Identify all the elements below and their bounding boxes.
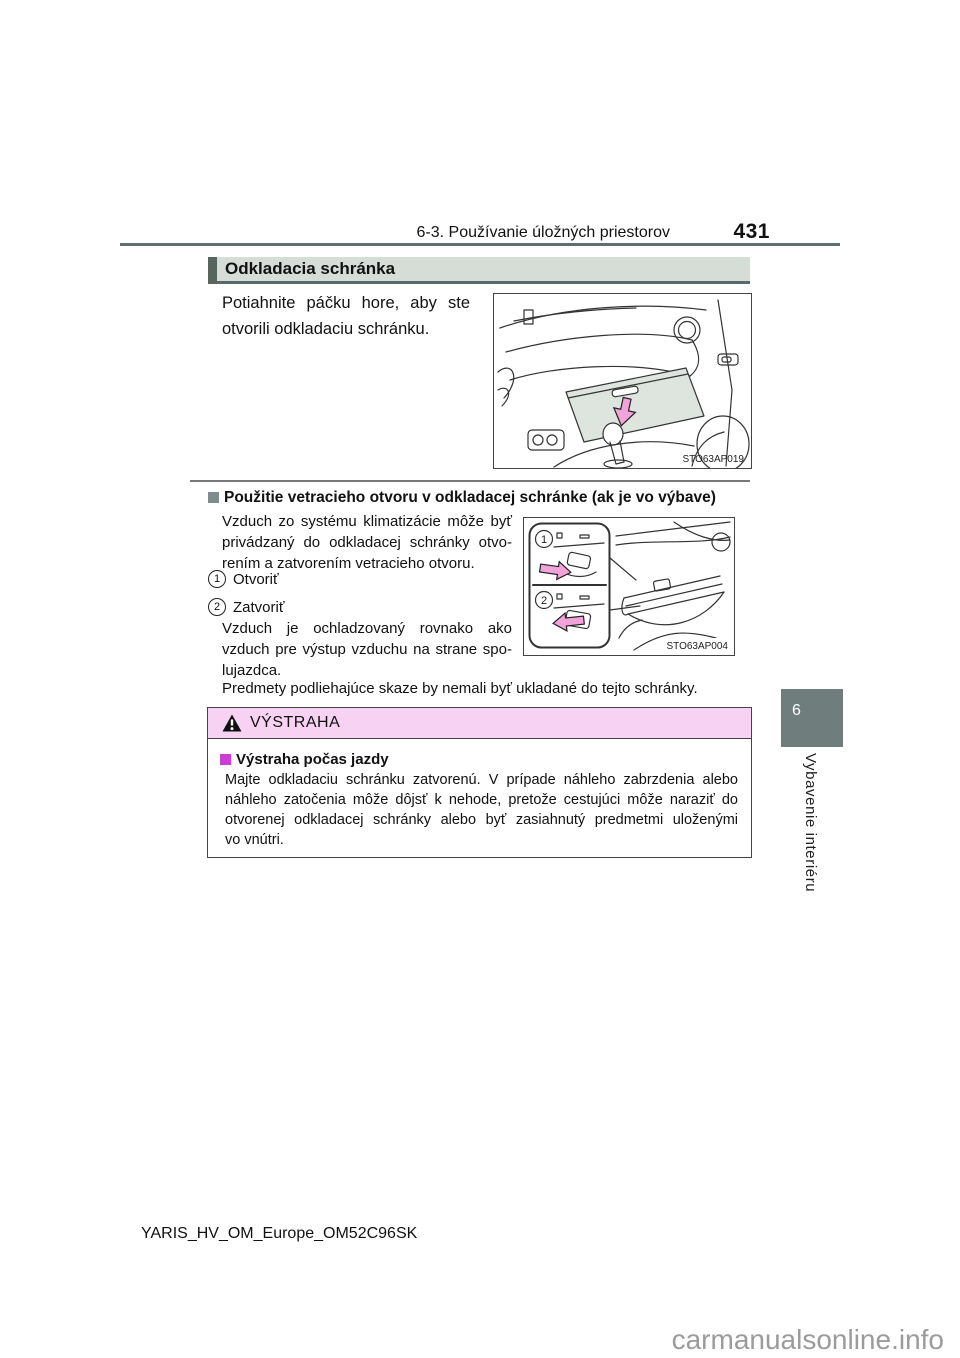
callout-number-icon: 1 [208,570,226,588]
paragraph-line: lujazdca. [222,662,282,679]
list-item-label: Otvoriť [233,570,279,588]
watermark: carmanualsonline.info [671,1324,944,1355]
paragraph-line: náhleho zatočenia môže dôjsť k nehode, pretože cestujúci môže naraziť do [225,792,738,808]
glovebox-illustration [494,294,751,468]
callout-number-icon: 2 [208,598,226,616]
warning-box [207,707,752,858]
vent-illustration [524,518,734,655]
paragraph-line: Majte odkladaciu schránku zatvorenú. V prípade náhleho zabrzdenia alebo [225,772,738,788]
figure-callout-1: 1 [540,534,548,546]
section-accent-bar [208,257,217,284]
paragraph-line: vo vnútri. [225,832,284,848]
section-title: Odkladacia schránka [225,259,396,278]
figure-vent-detail [523,517,735,656]
square-bullet-icon [220,754,231,765]
subsection-title: Použitie vetracieho otvoru v odkladacej schránke (ak je vo výbave) [224,489,716,506]
figure-glovebox-overview [493,293,752,469]
warning-header-label: VÝSTRAHA [250,714,341,731]
page-header-section: 6-3. Používanie úložných priestorov [416,224,670,241]
paragraph-line: Vzduch zo systému klimatizácie môže byť [222,513,512,530]
vent-paragraph [222,511,512,574]
paragraph-line: privádzaný do odkladacej schránky otvo- [222,534,512,551]
paragraph-line: otvorili odkladaciu schránku. [222,320,430,338]
perishables-note: Predmety podliehajúce skaze by nemali byť ukladané do tejto schránky. [222,680,698,697]
intro-paragraph [222,290,470,342]
list-item-open [208,570,279,588]
page-number: 431 [733,220,770,243]
header-rule [120,243,840,246]
paragraph-line: otvorenej odkladacej schránky alebo byť zasiahnutý predmetmi uloženými [225,812,738,828]
chapter-number: 6 [792,702,801,719]
figure-callout-2: 2 [540,595,548,607]
cooling-paragraph [222,618,512,681]
figure-code: STO63AP019 [682,454,744,465]
warning-header [208,708,751,739]
footer-document-code: YARIS_HV_OM_Europe_OM52C96SK [141,1225,418,1242]
warning-subtitle-row [220,751,751,768]
warning-paragraph [225,770,738,850]
chapter-tab [781,689,843,747]
section-title-bar [208,257,750,284]
figure-code: STO63AP004 [666,641,728,652]
paragraph-line: Vzduch je ochladzovaný rovnako ako [222,620,512,637]
subsection-heading [208,489,753,507]
list-item-close [208,598,284,616]
warning-triangle-icon [222,714,242,732]
paragraph-line: rením a zatvorením vetracieho otvoru. [222,555,475,572]
paragraph-line: vzduch pre výstup vzduchu na strane spo- [222,641,512,658]
pink-arrow-left-icon [552,611,585,632]
warning-subtitle: Výstraha počas jazdy [236,751,389,768]
square-bullet-icon [208,492,219,503]
paragraph-line: Potiahnite páčku hore, aby ste [222,294,470,312]
subsection-separator [190,480,750,482]
chapter-label-vertical: Vybavenie interiéru [802,753,819,893]
list-item-label: Zatvoriť [233,598,285,616]
